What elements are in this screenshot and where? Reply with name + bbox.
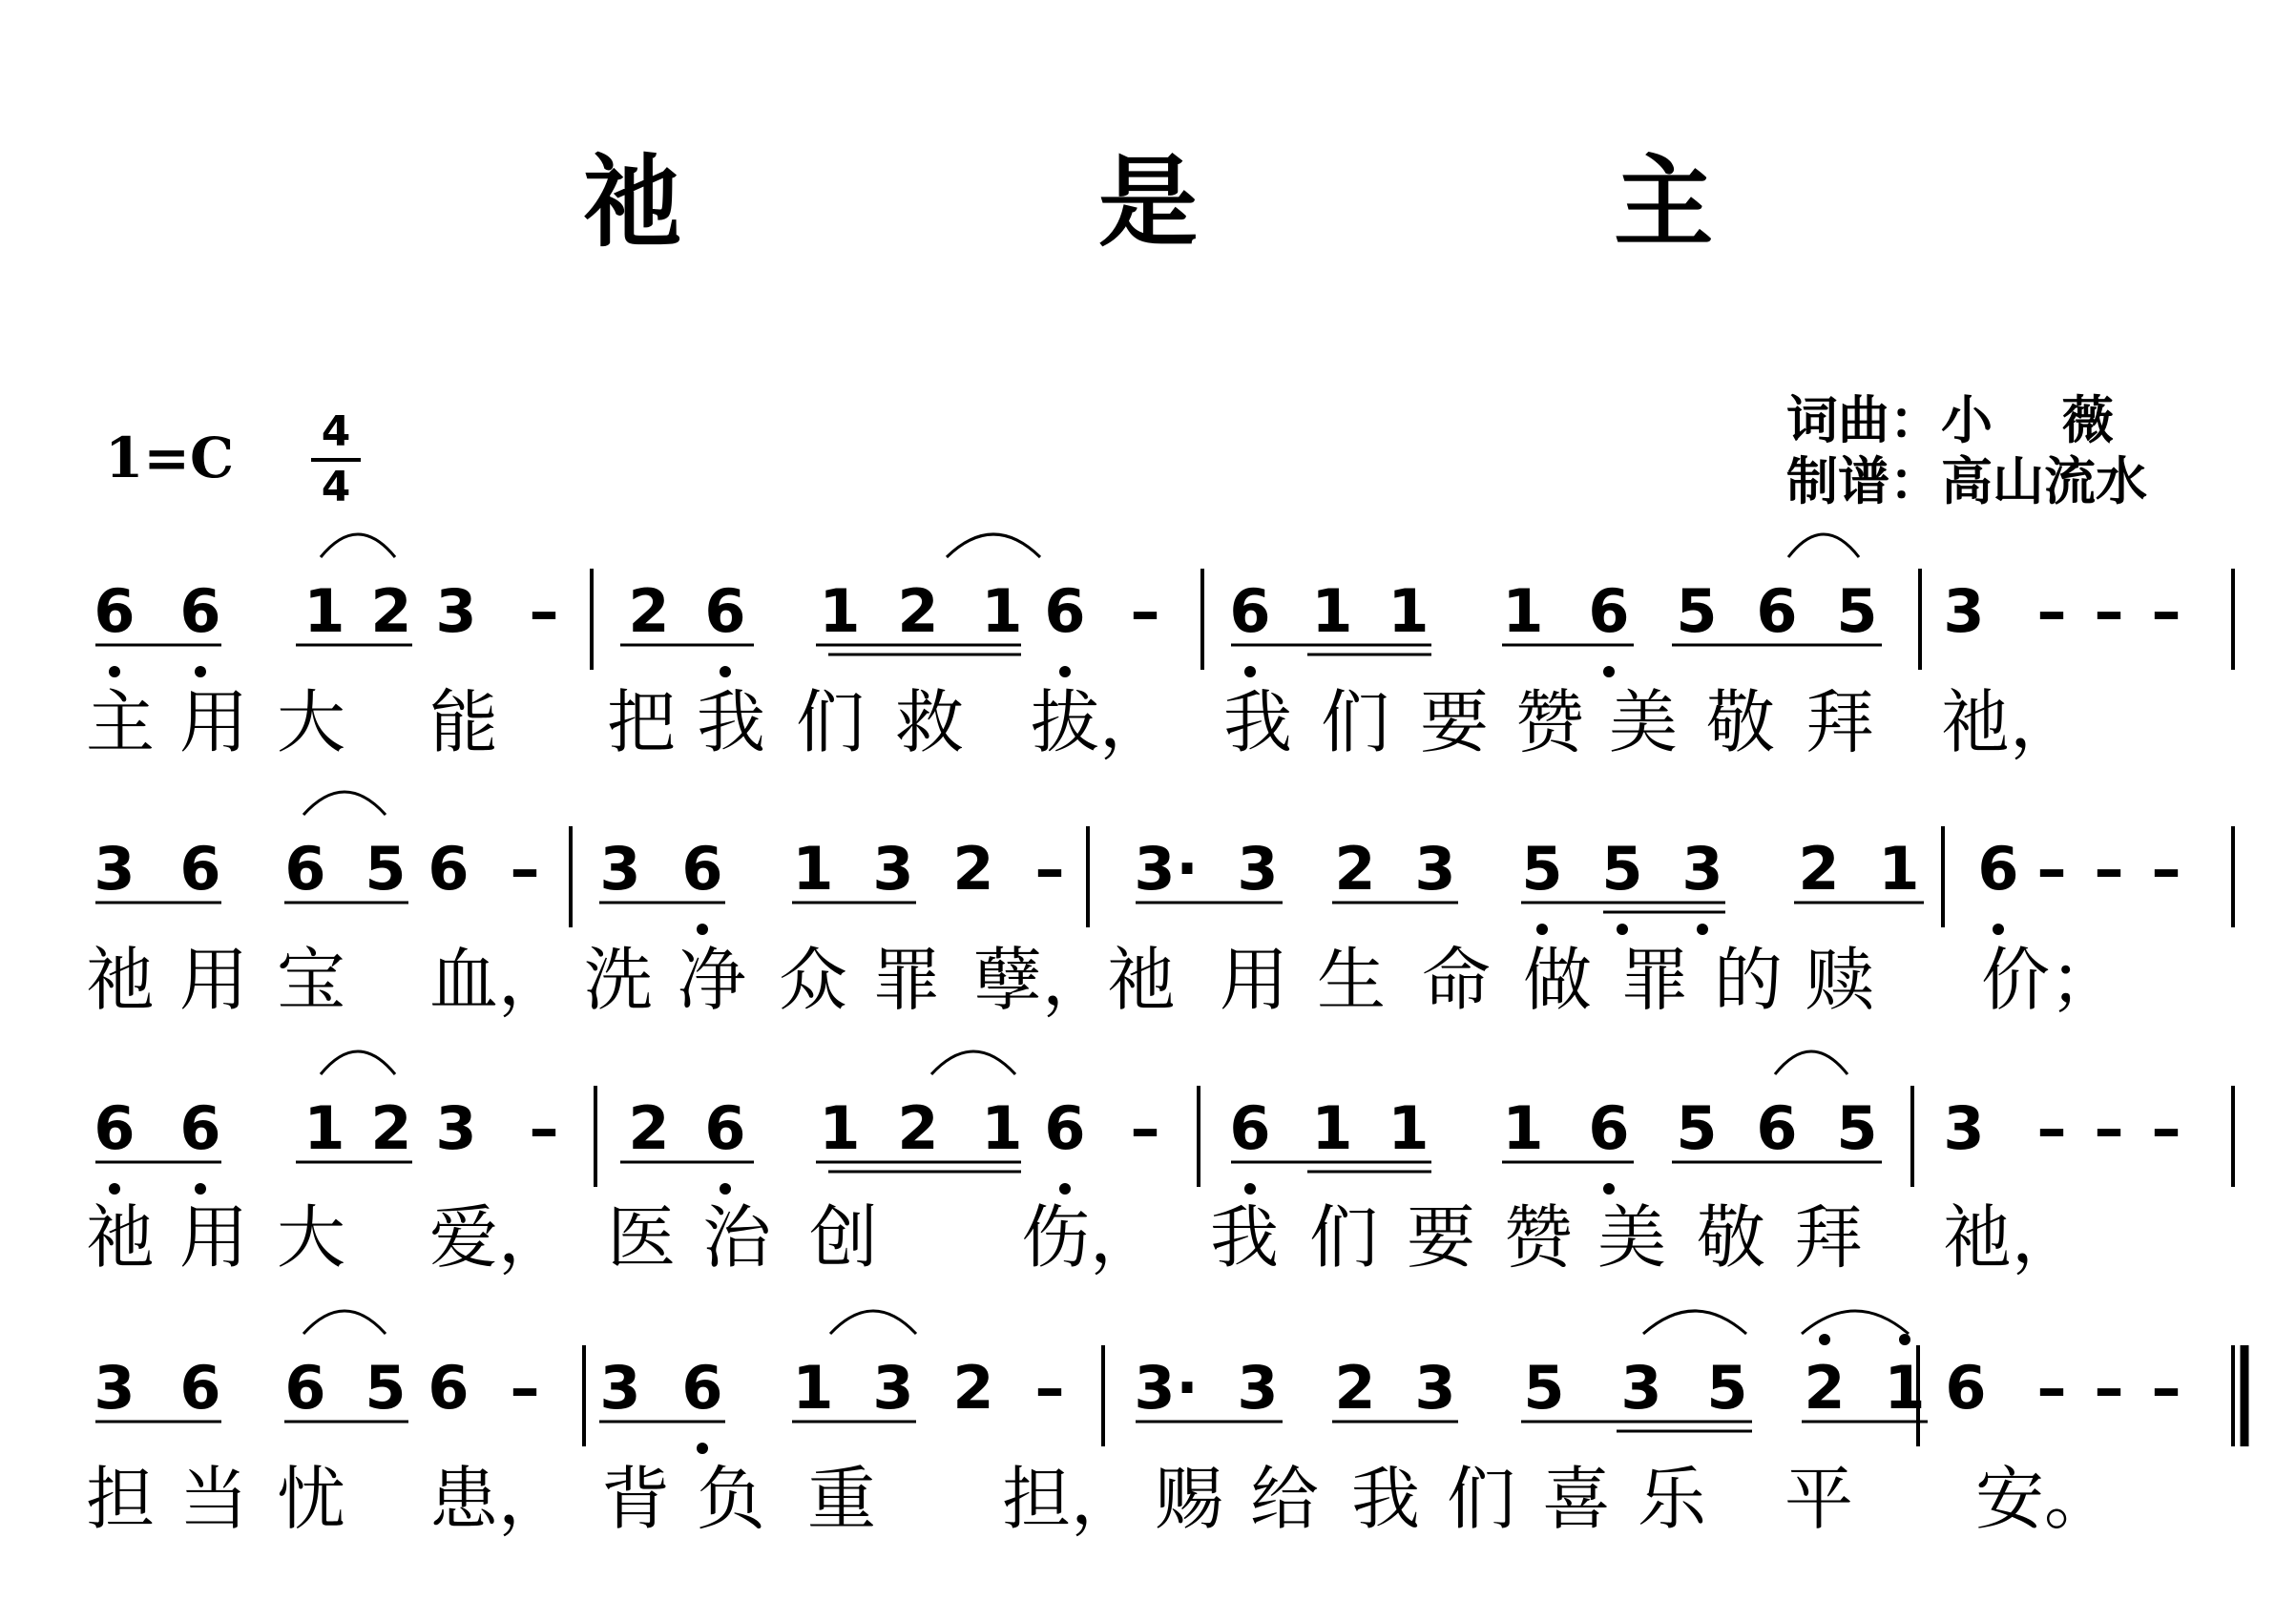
octave-low-dot [109,1183,120,1195]
tie-arc [303,792,386,815]
note: 6 [94,1093,136,1163]
note: 1 [819,576,861,646]
note: 6 [428,834,470,904]
note: 2 [628,1093,670,1163]
lyric-char: 的 [1714,940,1784,1020]
credit-lyrics-music: 词曲：小 薇 [1786,390,2114,450]
note: 6 [428,1353,470,1423]
tie-arc [303,1311,386,1334]
lyric-char: 生 [1317,940,1387,1020]
lyric-char: 我 [1223,682,1293,762]
lyric-char: 拔， [1031,682,1169,762]
dash-note: – [2094,834,2124,904]
note: 1 [1388,1093,1430,1163]
dash-note: – [1130,576,1160,646]
lyric-char: 患， [429,1459,568,1539]
lyric-char: 创 [809,1197,879,1278]
note: 6 [1756,576,1798,646]
note: 3 [1414,1353,1456,1423]
octave-low-dot [1697,924,1708,935]
lyric-char: 负 [697,1459,766,1539]
tie-arc [947,534,1040,557]
note: 6 [1945,1353,1987,1423]
lyric-char: 赐 [1155,1459,1224,1539]
note: 3 [1414,834,1456,904]
note: 6 [704,576,746,646]
lyric-char: 救 [895,682,965,762]
note: 5 [1676,576,1718,646]
lyric-char: 能 [429,682,499,762]
lyric-char: 担 [86,1459,156,1539]
octave-low-dot [720,1183,731,1195]
note: 2 [370,1093,412,1163]
octave-low-dot [1603,1183,1615,1195]
dash-note: – [2036,576,2067,646]
credit-notation: 制谱：高山流水 [1786,451,2147,511]
note: 2 [952,1353,994,1423]
lyric-char: 赎 [1805,940,1875,1020]
note: 3 [1681,834,1723,904]
lyric-char: 主 [86,682,156,762]
note: 3 [1620,1353,1662,1423]
lyric-char: 祂 [86,1197,156,1278]
lyric-char: 们 [796,682,866,762]
dash-note: – [529,576,559,646]
lyric-char: 伤， [1021,1197,1159,1278]
note: 1 [303,576,345,646]
lyric-char: 要 [1420,682,1490,762]
note: 3 [599,834,641,904]
lyric-char: 要 [1407,1197,1476,1278]
octave-low-dot [1617,924,1628,935]
lyric-char: 孽， [973,940,1112,1020]
dash-note: – [1034,1353,1065,1423]
note: 3 [599,1353,641,1423]
note: 3 [435,1093,477,1163]
note: 6 [704,1093,746,1163]
dash-note: – [2151,834,2181,904]
note: 6 [179,576,221,646]
note: 6 [179,1353,221,1423]
augmentation-dot: · [1176,834,1199,904]
note: 3 [1943,576,1985,646]
note: 2 [952,834,994,904]
lyric-char: 洗 [584,940,654,1020]
note: 3 [1134,834,1176,904]
lyric-char: 担， [1002,1459,1140,1539]
lyric-char: 用 [1220,940,1289,1020]
octave-low-dot [1536,924,1548,935]
time-signature-bottom: 4 [321,463,351,511]
note: 5 [1676,1093,1718,1163]
lyric-char: 赞 [1515,682,1585,762]
note: 5 [1523,1353,1565,1423]
octave-low-dot [720,666,731,677]
lyric-char: 敬 [1706,682,1776,762]
note: 2 [897,1093,939,1163]
time-signature-top: 4 [321,407,351,456]
dash-note: – [1034,834,1065,904]
note: 1 [1502,576,1544,646]
note: 5 [1521,834,1563,904]
dash-note: – [2151,576,2181,646]
octave-low-dot [1244,1183,1256,1195]
dash-note: – [510,1353,540,1423]
lyric-char: 背 [601,1459,671,1539]
note: 2 [897,576,939,646]
note: 6 [681,1353,723,1423]
tie-arc [931,1051,1015,1074]
note: 1 [303,1093,345,1163]
note: 5 [1836,1093,1878,1163]
note: 6 [1588,576,1630,646]
note: 6 [94,576,136,646]
note: 1 [1884,1353,1926,1423]
tie-arc [1788,534,1859,557]
lyric-char: 用 [179,1197,249,1278]
lyric-char: 赞 [1504,1197,1574,1278]
note: 2 [1334,834,1376,904]
lyric-char: 祂， [1941,682,2079,762]
lyric-char: 乐 [1638,1459,1707,1539]
note: 2 [370,576,412,646]
note: 3 [435,576,477,646]
note: 2 [1804,1353,1846,1423]
octave-low-dot [1244,666,1256,677]
dash-note: – [2094,576,2124,646]
lyric-char: 喜 [1542,1459,1612,1539]
octave-low-dot [1059,1183,1071,1195]
note: 6 [1044,576,1086,646]
lyric-char: 重 [807,1459,877,1539]
lyric-char: 罪 [1620,940,1690,1020]
octave-high-dot [1819,1334,1830,1345]
note: 1 [1388,576,1430,646]
note: 2 [628,576,670,646]
dash-note: – [510,834,540,904]
note: 5 [1836,576,1878,646]
octave-low-dot [697,1443,708,1454]
note: 6 [1588,1093,1630,1163]
octave-low-dot [1993,924,2004,935]
lyric-char: 忧 [277,1459,346,1539]
note: 6 [1756,1093,1798,1163]
note: 1 [1311,1093,1353,1163]
octave-high-dot [1899,1334,1910,1345]
note: 5 [365,1353,407,1423]
lyric-char: 医 [607,1197,677,1278]
lyric-char: 敬 [1697,1197,1766,1278]
dash-note: – [2036,834,2067,904]
octave-low-dot [1059,666,1071,677]
note: 6 [1044,1093,1086,1163]
note: 1 [1311,576,1353,646]
dash-note: – [2151,1093,2181,1163]
octave-low-dot [195,1183,206,1195]
lyric-char: 当 [179,1459,249,1539]
note: 3 [94,834,136,904]
lyric-char: 美 [1609,682,1679,762]
lyric-char: 给 [1250,1459,1320,1539]
note: 3 [1237,834,1279,904]
lyric-char: 们 [1447,1459,1516,1539]
tie-arc [1775,1051,1847,1074]
lyric-char: 美 [1597,1197,1667,1278]
note: 6 [179,1093,221,1163]
note: 1 [981,576,1023,646]
note: 6 [681,834,723,904]
lyric-char: 大 [277,682,346,762]
note: 2 [1334,1353,1376,1423]
lyric-char: 宝 [277,940,346,1020]
dash-note: – [2094,1093,2124,1163]
augmentation-dot: · [1176,1353,1199,1423]
note: 6 [284,834,326,904]
tie-arc [1643,1311,1746,1334]
lyric-char: 净 [678,940,747,1020]
lyric-char: 祂 [86,940,156,1020]
note: 5 [1706,1353,1748,1423]
tie-arc [1802,1311,1909,1334]
lyric-char: 血， [429,940,568,1020]
dash-note: – [1130,1093,1160,1163]
note: 1 [792,834,834,904]
lyric-char: 治 [702,1197,772,1278]
note: 6 [179,834,221,904]
lyric-char: 罪 [872,940,942,1020]
lyric-char: 们 [1321,682,1390,762]
lyric-char: 拜 [1794,1197,1864,1278]
note: 3 [1237,1353,1279,1423]
note: 3 [872,1353,914,1423]
note: 6 [1977,834,2019,904]
note: 6 [1229,1093,1271,1163]
note: 5 [1601,834,1643,904]
lyric-char: 我 [697,682,766,762]
lyric-char: 爱， [429,1197,568,1278]
lyric-char: 做 [1523,940,1593,1020]
lyric-char: 大 [277,1197,346,1278]
note: 1 [1878,834,1920,904]
note: 3 [1943,1093,1985,1163]
note: 6 [1229,576,1271,646]
lyric-char: 安。 [1975,1459,2114,1539]
lyric-char: 祂， [1943,1197,2081,1278]
lyric-char: 用 [179,940,249,1020]
lyric-char: 们 [1309,1197,1379,1278]
octave-low-dot [697,924,708,935]
key-signature: 1=C [105,426,235,490]
dash-note: – [2036,1353,2067,1423]
note: 3 [872,834,914,904]
lyric-char: 价； [1981,940,2119,1020]
note: 3 [94,1353,136,1423]
lyric-char: 把 [607,682,677,762]
dash-note: – [529,1093,559,1163]
lyric-char: 我 [1210,1197,1280,1278]
dash-note: – [2036,1093,2067,1163]
lyric-char: 命 [1422,940,1492,1020]
note: 1 [819,1093,861,1163]
tie-arc [321,534,395,557]
note: 1 [1502,1093,1544,1163]
note: 6 [284,1353,326,1423]
song-title: 祂 是 主 [582,144,1905,260]
lyric-char: 用 [179,682,249,762]
note: 5 [365,834,407,904]
octave-low-dot [109,666,120,677]
note: 3 [1134,1353,1176,1423]
lyric-char: 祂 [1107,940,1177,1020]
note: 1 [981,1093,1023,1163]
lyric-char: 平 [1785,1459,1854,1539]
note: 2 [1798,834,1840,904]
octave-low-dot [1603,666,1615,677]
tie-arc [830,1311,916,1334]
lyric-char: 众 [779,940,848,1020]
tie-arc [321,1051,395,1074]
dash-note: – [2151,1353,2181,1423]
note: 1 [792,1353,834,1423]
lyric-char: 拜 [1805,682,1875,762]
lyric-char: 我 [1351,1459,1421,1539]
dash-note: – [2094,1353,2124,1423]
octave-low-dot [195,666,206,677]
